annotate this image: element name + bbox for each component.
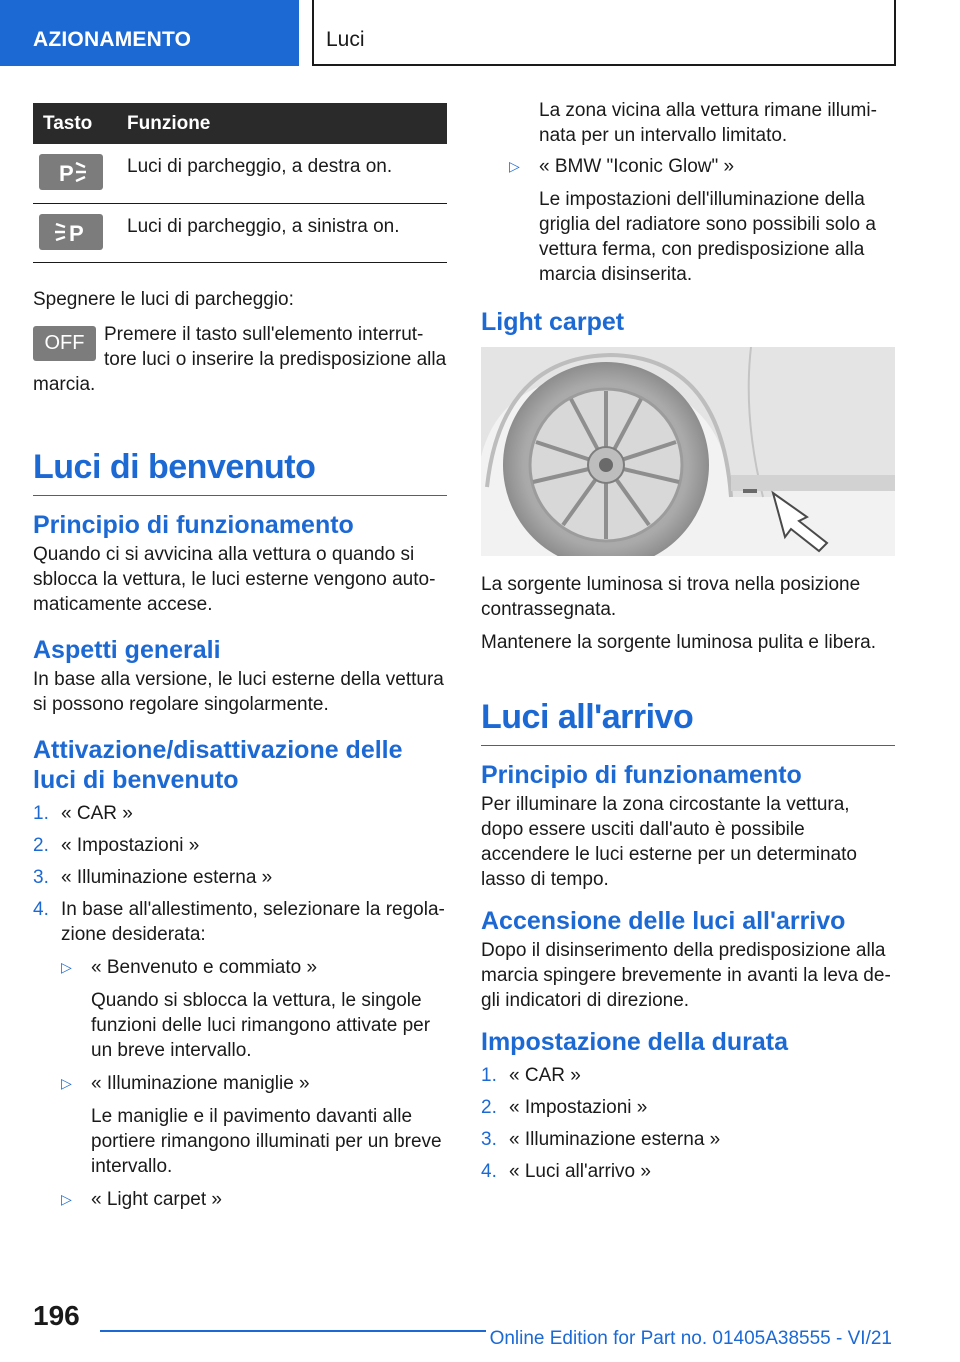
list-item [33,865,447,890]
step-text: « CAR » [509,1065,581,1086]
parking-off-text: Premere il tasto sull'elemento interruttore luci o inserire la predisposizione alla marcia. [33,323,447,395]
parking-off-intro: Spegnere le luci di parcheggio: [33,288,294,310]
step-text: In base all'allestimento, selezionare la regolazione desiderata: [61,898,445,945]
right-column [481,98,895,1191]
list-item [33,833,447,858]
heading-duration: Impostazione della durata [481,1028,789,1056]
off-button-label: OFF [44,331,85,354]
list-item [481,1095,895,1120]
light-carpet-text-2: Mantenere la sorgente luminosa pulita e libera. [481,632,877,653]
heading-general: Aspetti generali [33,635,221,664]
light-carpet-car-image [481,347,895,556]
svg-text:P: P [69,220,84,246]
list-item [481,1063,895,1088]
list-item [33,897,447,1212]
table-row [33,144,447,203]
list-item [509,154,895,287]
parking-off-block [33,322,447,397]
option-description: Le maniglie e il pavimento davanti alle portiere rimangono illuminati per un breve intervallo. [91,1105,442,1177]
switch-on-text: Dopo il disinserimento della predisposizione alla marcia spingere brevemente in avanti la leva degli indicatori di direzione. [481,940,891,1011]
parking-light-left-icon [39,214,103,250]
list-item [481,1127,895,1152]
step-text: « Luci all'arrivo » [509,1161,651,1182]
general-text: In base alla versione, le luci esterne della vettura si possono regolare singolarmente. [33,668,444,715]
step-number: 3. [481,1129,497,1150]
table-cell-function: Luci di parcheggio, a destra on. [117,144,447,203]
arrival-principle-text: Per illuminare la zona circostante la vettura, dopo essere usciti dall'auto è possibile accendere le luci esterne per un determinato lasso di tempo. [481,794,858,890]
triangle-bullet-icon: ▷ [61,958,72,975]
list-item [61,1187,447,1212]
step-number: 3. [33,866,49,888]
option-title: « Light carpet » [91,1188,222,1210]
heading-light-carpet: Light carpet [481,308,625,336]
principle-text: Quando ci si avvicina alla vettura o quando si sblocca la vettura, le luci esterne vengono automaticamente accese. [33,543,436,615]
step-number: 4. [481,1161,497,1182]
step-text: « Illuminazione esterna » [509,1129,721,1150]
heading-switch-on: Accensione delle luci all'arrivo [481,907,846,935]
key-function-table [33,103,447,263]
option-title: « BMW "Iconic Glow" » [539,156,735,177]
option-list [61,955,447,1212]
header-section-label: AZIONAMENTO [33,28,192,51]
off-button-icon [33,326,96,361]
heading-principle: Principio di funzionamento [33,510,354,539]
light-carpet-continued-text: La zona vicina alla vettura rimane illuminata per un intervallo limitato. [539,100,877,146]
list-item [33,801,447,826]
heading-welcome-lights: Luci di benvenuto [33,447,447,496]
svg-text:P: P [59,161,74,186]
heading-principle-arrival: Principio di funzionamento [481,761,802,789]
step-number: 2. [33,834,49,856]
step-text: « Illuminazione esterna » [61,866,273,888]
left-column [33,103,447,1220]
step-number: 4. [33,898,49,920]
heading-arrival-lights: Luci all'arrivo [481,697,895,746]
option-description: Quando si sblocca la vettura, le singole funzioni delle luci rimangono attivate per un breve intervallo. [91,989,431,1061]
heading-activation: Attivazione/disattivazione delle luci di benvenuto [33,735,403,794]
table-row [33,203,447,262]
table-cell-key [33,203,117,262]
step-text: « Impostazioni » [61,834,200,856]
option-description: Le impostazioni dell'illuminazione della griglia del radiatore sono possibili solo a vettura ferma, con predisposizione alla marcia disinserita. [539,189,876,285]
option-title: « Illuminazione maniglie » [91,1072,310,1094]
table-header-key: Tasto [33,103,117,144]
step-text: « CAR » [61,802,133,824]
table-cell-function: Luci di parcheggio, a sinistra on. [117,203,447,262]
table-header-function: Funzione [117,103,447,144]
header-section-tab [0,0,299,66]
step-number: 1. [481,1065,497,1086]
light-carpet-text-1: La sorgente luminosa si trova nella posizione contrassegnata. [481,574,861,620]
table-header-row [33,103,447,144]
step-number: 1. [33,802,49,824]
step-text: « Impostazioni » [509,1097,648,1118]
option-list-continued [481,154,895,287]
triangle-bullet-icon: ▷ [61,1190,72,1207]
duration-steps [481,1063,895,1184]
table-cell-key [33,144,117,203]
header-topic-label: Luci [326,28,365,51]
activation-steps [33,801,447,1212]
list-item [61,955,447,1063]
option-title: « Benvenuto e commiato » [91,956,318,978]
list-item [481,1159,895,1184]
triangle-bullet-icon: ▷ [61,1074,72,1091]
page-number: 196 [33,1300,80,1331]
list-item [61,1071,447,1179]
parking-light-right-icon [39,154,103,190]
triangle-bullet-icon: ▷ [509,158,520,174]
footer-edition-link[interactable]: Online Edition for Part no. 01405A38555 - VI/21 [486,1328,896,1350]
step-number: 2. [481,1097,497,1118]
header-topic-tab [312,0,896,66]
